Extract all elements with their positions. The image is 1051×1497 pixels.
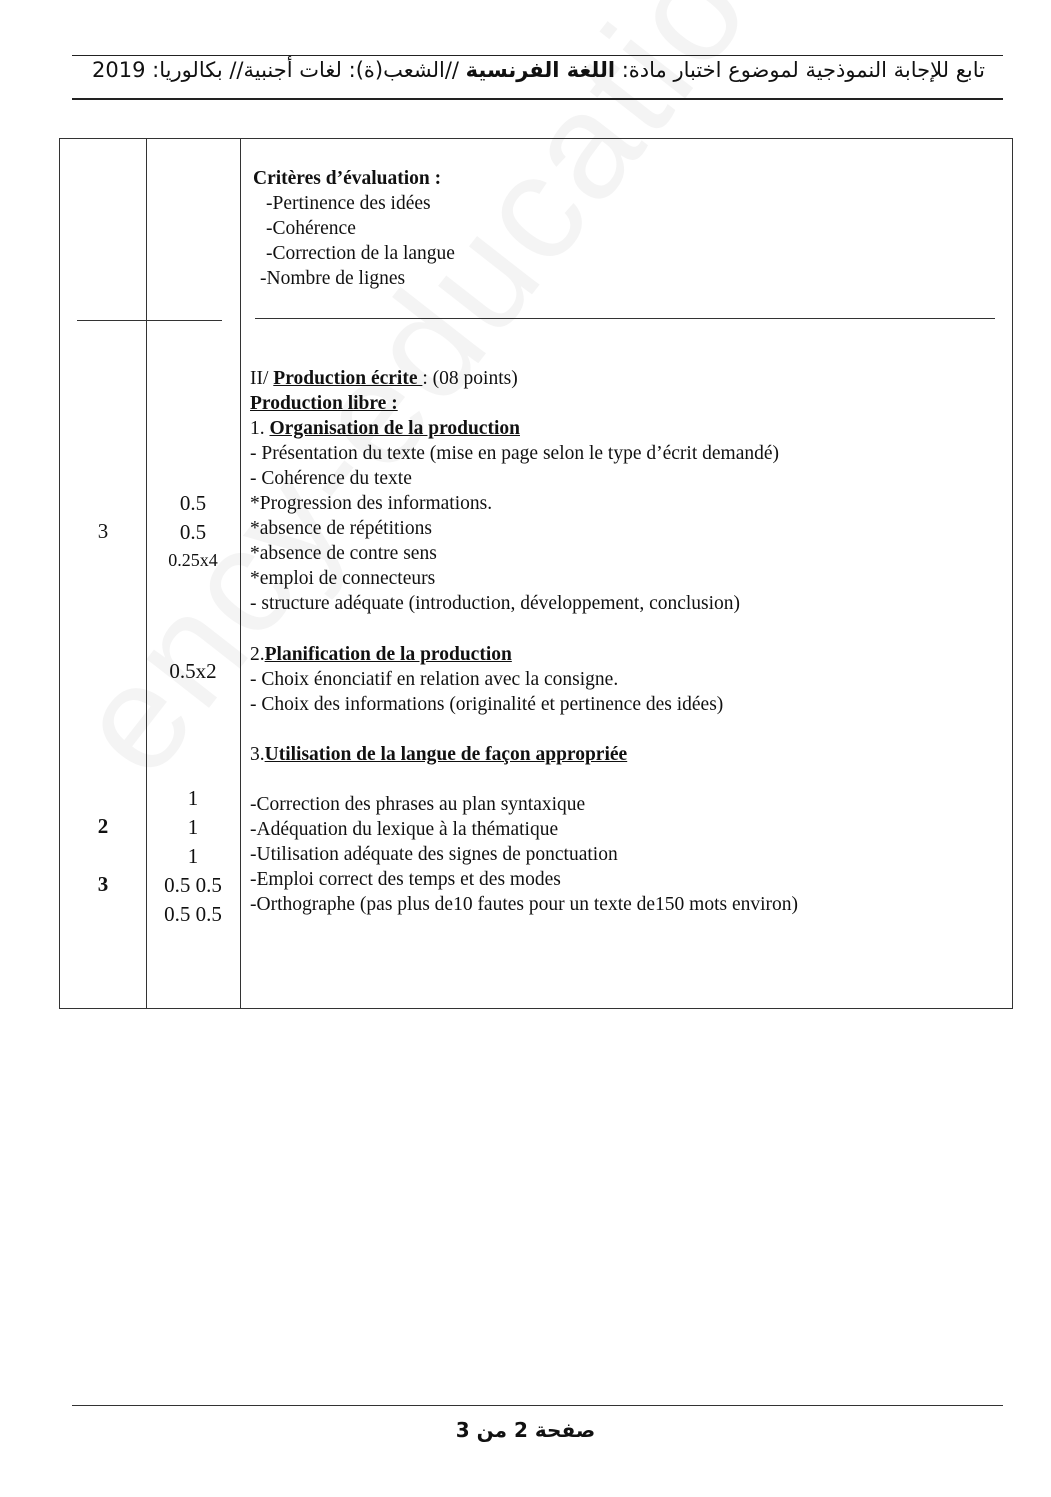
section-title: II/ Production écrite : (08 points) xyxy=(250,368,518,389)
criterion: - Cohérence du texte xyxy=(250,468,412,489)
criterion: -Correction des phrases au plan syntaxique xyxy=(250,794,586,815)
criterion: - Présentation du texte (mise en page selon le type d’écrit demandé) xyxy=(250,443,780,464)
subsection-title: 3.Utilisation de la langue de façon appropriée xyxy=(250,744,628,765)
detail-mark: 1 xyxy=(187,844,199,868)
header-title: تابع للإجابة النموذجية لموضوع اختبار مادة: اللغة الفرنسية //الشعب(ة): لغات أجنبية// بكالوريا: 2019 xyxy=(92,58,985,82)
criterion: *absence de contre sens xyxy=(250,543,437,564)
detail-mark: 0.5x2 xyxy=(169,659,217,683)
detail-mark: 1 xyxy=(187,815,199,839)
criterion: -Adéquation du lexique à la thématique xyxy=(250,819,559,840)
production-libre: Production libre : xyxy=(250,393,398,414)
subsection-title: 2.Planification de la production xyxy=(250,644,512,665)
criterion: *emploi de connecteurs xyxy=(250,568,436,589)
criterion: -Utilisation adéquate des signes de ponctuation xyxy=(250,844,618,865)
criteria-item: -Cohérence xyxy=(266,218,356,239)
total-mark: 2 xyxy=(97,814,109,838)
criterion: - Choix des informations (originalité et pertinence des idées) xyxy=(250,694,724,715)
separator xyxy=(255,318,995,319)
criterion: -Orthographe (pas plus de10 fautes pour un texte de150 mots environ) xyxy=(250,894,799,915)
criteria-item: -Pertinence des idées xyxy=(266,193,431,214)
total-mark: 3 xyxy=(97,519,109,543)
criterion: - structure adéquate (introduction, développement, conclusion) xyxy=(250,593,741,614)
detail-mark: 0.5 0.5 xyxy=(164,902,222,926)
footer-rule xyxy=(72,1405,1003,1406)
total-mark: 3 xyxy=(97,872,109,896)
criterion: -Emploi correct des temps et des modes xyxy=(250,869,561,890)
criterion: *Progression des informations. xyxy=(250,493,493,514)
detail-mark: 0.5 xyxy=(179,520,207,544)
detail-mark: 0.5 xyxy=(179,491,207,515)
criterion: *absence de répétitions xyxy=(250,518,432,539)
subsection-title: 1. Organisation de la production xyxy=(250,418,520,439)
criterion: - Choix énonciatif en relation avec la consigne. xyxy=(250,669,619,690)
page-header xyxy=(72,55,1003,100)
criteria-item: -Nombre de lignes xyxy=(260,268,406,289)
criteria-title: Critères d’évaluation : xyxy=(253,168,442,189)
separator xyxy=(77,320,222,321)
detail-mark: 0.25x4 xyxy=(168,550,218,570)
page-number: صفحة 2 من 3 xyxy=(455,1418,596,1442)
detail-mark: 0.5 0.5 xyxy=(164,873,222,897)
detail-mark: 1 xyxy=(187,786,199,810)
criteria-item: -Correction de la langue xyxy=(266,243,455,264)
